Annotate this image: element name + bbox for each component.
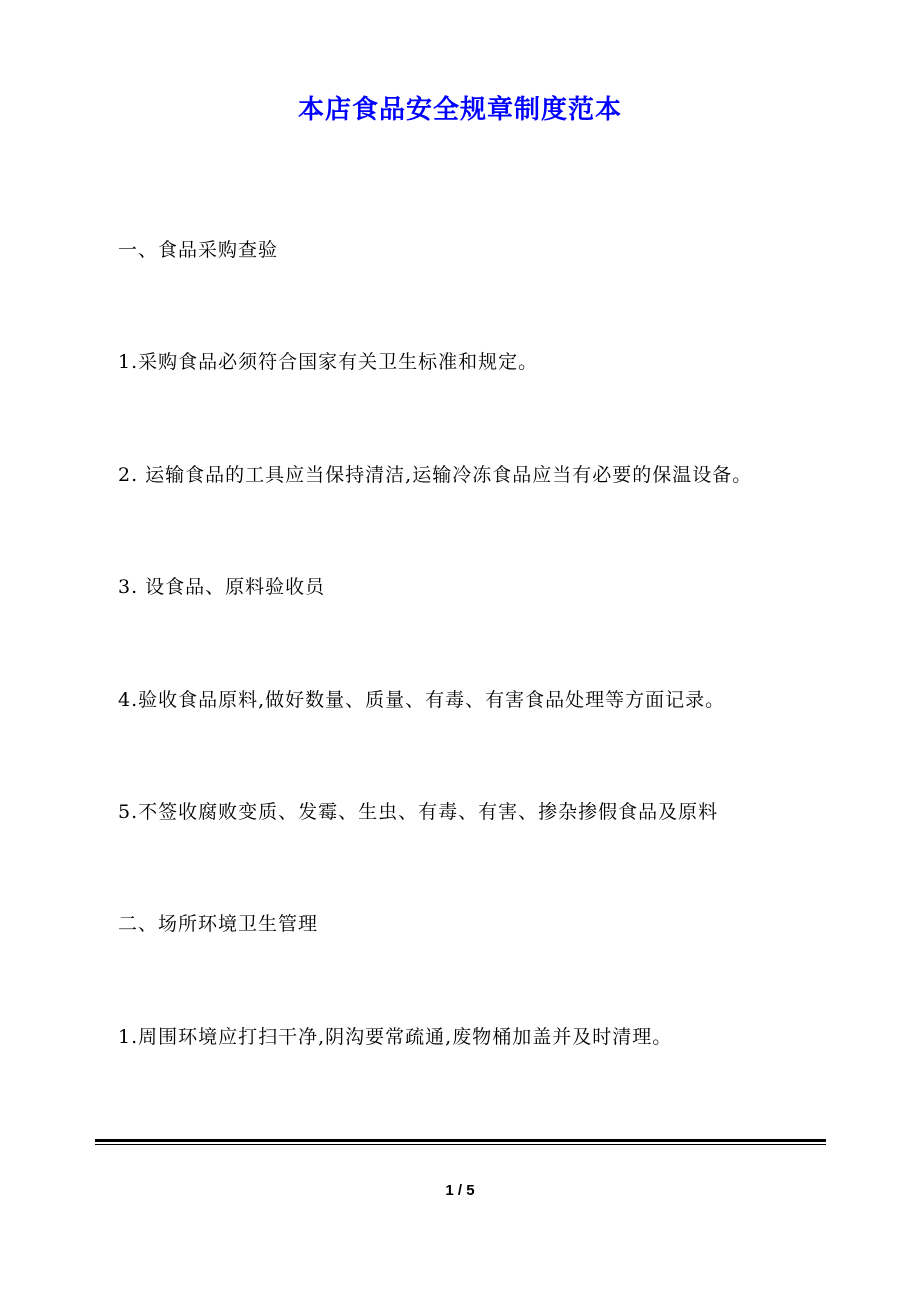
footer-divider-thin xyxy=(95,1144,826,1145)
document-title: 本店食品安全规章制度范本 xyxy=(297,95,622,125)
section-heading-environment: 二、场所环境卫生管理 xyxy=(118,913,319,935)
paragraph-item: 5.不签收腐败变质、发霉、生虫、有毒、有害、掺杂掺假食品及原料 xyxy=(118,801,719,823)
paragraph-item: 1.周围环境应打扫干净,阴沟要常疏通,废物桶加盖并及时清理。 xyxy=(118,1026,673,1048)
footer-divider-thick xyxy=(95,1139,826,1142)
footer-divider xyxy=(95,1139,826,1146)
paragraph-item: 1.采购食品必须符合国家有关卫生标准和规定。 xyxy=(118,351,539,373)
paragraph-item: 2. 运输食品的工具应当保持清洁,运输冷冻食品应当有必要的保温设备。 xyxy=(118,464,753,486)
page-indicator: 1 / 5 xyxy=(445,1182,475,1199)
paragraph-item: 3. 设食品、原料验收员 xyxy=(118,576,326,598)
section-heading-procurement: 一、食品采购查验 xyxy=(118,239,279,261)
paragraph-item: 4.验收食品原料,做好数量、质量、有毒、有害食品处理等方面记录。 xyxy=(118,689,726,711)
